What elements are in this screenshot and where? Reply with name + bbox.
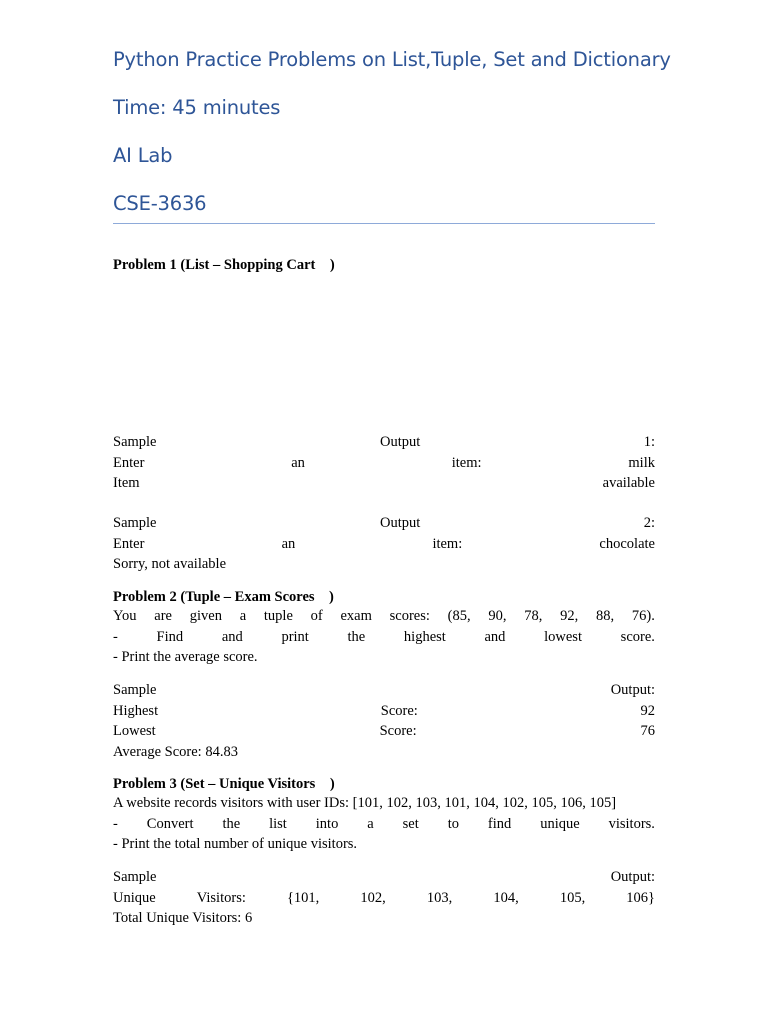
- word: a: [239, 608, 247, 624]
- word: and: [221, 628, 243, 645]
- word: are: [154, 608, 172, 624]
- word: the: [222, 815, 241, 832]
- lab-heading: AI Lab: [113, 144, 173, 167]
- problem2-title: Problem 2 (Tuple – Exam Scores ): [113, 589, 334, 605]
- word: given: [189, 608, 222, 624]
- problem3-description: [113, 793, 655, 855]
- text: Sample: [113, 869, 157, 885]
- sample1-line2: [113, 453, 655, 474]
- word: exam: [340, 608, 372, 624]
- word: 92,: [560, 608, 579, 624]
- problem2-sample-output: [113, 680, 655, 762]
- problem3-desc-line1: A website records visitors with user IDs: [101, 102, 103, 101, 104, 102, 105, 106, 105]: [113, 795, 617, 811]
- text: 76: [640, 723, 655, 739]
- p2-output-line3: [113, 721, 655, 742]
- p3-output-line2: [113, 888, 655, 909]
- text: an: [281, 535, 296, 552]
- word: scores:: [389, 608, 430, 624]
- text: 2:: [643, 515, 655, 531]
- text: available: [602, 475, 655, 491]
- word: set: [402, 815, 419, 832]
- problem3-title: Problem 3 (Set – Unique Visitors ): [113, 776, 335, 792]
- problem2-desc-line1: [113, 606, 655, 627]
- text: Unique: [113, 889, 156, 906]
- problem3-desc-line2: [113, 814, 655, 835]
- word: 76).: [631, 608, 655, 624]
- text: 92: [640, 702, 655, 719]
- word: Find: [156, 628, 184, 645]
- text: 102,: [360, 889, 386, 906]
- problem2-desc-line2: [113, 627, 655, 648]
- document-title: Python Practice Problems on List,Tuple, Set and Dictionary: [113, 48, 671, 71]
- word: -: [113, 628, 118, 645]
- text: Enter: [113, 535, 145, 552]
- p2-output-line4: Average Score: 84.83: [113, 743, 238, 760]
- text: {101,: [286, 889, 320, 906]
- problem1-sample1: [113, 432, 655, 494]
- problem1-title: Problem 1 (List – Shopping Cart ): [113, 257, 335, 273]
- text: an: [291, 454, 305, 471]
- word: unique: [540, 815, 580, 832]
- word: the: [347, 628, 366, 645]
- text: Output:: [610, 682, 655, 698]
- word: (85,: [447, 608, 471, 624]
- word: highest: [403, 628, 446, 645]
- word: 88,: [596, 608, 615, 624]
- word: print: [281, 628, 309, 645]
- text: Score:: [379, 723, 417, 739]
- text: Enter: [113, 454, 145, 471]
- word: find: [487, 815, 512, 832]
- sample1-line3: [113, 473, 655, 494]
- word: 78,: [524, 608, 543, 624]
- word: list: [269, 815, 287, 832]
- text: Sample: [113, 515, 157, 531]
- problem2-desc-line3: - Print the average score.: [113, 649, 258, 665]
- word: a: [367, 815, 374, 832]
- sample1-line1: [113, 432, 655, 453]
- p2-output-line1: [113, 680, 655, 701]
- sample2-line3: Sorry, not available: [113, 556, 227, 572]
- word: lowest: [544, 628, 582, 645]
- text: Lowest: [113, 723, 156, 739]
- problem3-desc-line3: - Print the total number of unique visitors.: [113, 836, 358, 852]
- text: Output: [379, 434, 421, 450]
- time-heading: Time: 45 minutes: [113, 96, 281, 119]
- word: to: [447, 815, 459, 832]
- text: Score:: [380, 702, 418, 719]
- word: visitors.: [608, 815, 655, 832]
- header-divider: [113, 223, 655, 224]
- problem3-sample-output: [113, 867, 655, 929]
- text: chocolate: [599, 535, 655, 552]
- text: Sample: [113, 434, 157, 450]
- word: and: [484, 628, 506, 645]
- text: item:: [451, 454, 482, 471]
- text: Sample: [113, 682, 157, 698]
- word: 90,: [488, 608, 507, 624]
- text: 104,: [493, 889, 519, 906]
- word: Convert: [146, 815, 194, 832]
- text: 103,: [426, 889, 453, 906]
- word: score.: [620, 628, 655, 645]
- text: Output: [379, 515, 421, 531]
- sample2-line2: [113, 534, 655, 555]
- word: -: [113, 815, 118, 832]
- word: tuple: [263, 608, 293, 624]
- text: Visitors:: [196, 889, 246, 906]
- p3-output-line3: Total Unique Visitors: 6: [113, 910, 253, 926]
- word: into: [315, 815, 339, 832]
- p3-output-line1: [113, 867, 655, 888]
- text: item:: [432, 535, 463, 552]
- text: Output:: [610, 869, 655, 885]
- text: Item: [113, 475, 140, 491]
- text: 1:: [643, 434, 655, 450]
- course-heading: CSE-3636: [113, 192, 207, 215]
- text: milk: [628, 454, 655, 471]
- text: Highest: [113, 702, 159, 719]
- problem2-description: [113, 606, 655, 668]
- text: 106}: [626, 889, 655, 906]
- sample2-line1: [113, 513, 655, 534]
- text: 105,: [559, 889, 586, 906]
- word: of: [310, 608, 323, 624]
- p2-output-line2: [113, 701, 655, 722]
- problem1-sample2: [113, 513, 655, 575]
- word: You: [113, 608, 137, 624]
